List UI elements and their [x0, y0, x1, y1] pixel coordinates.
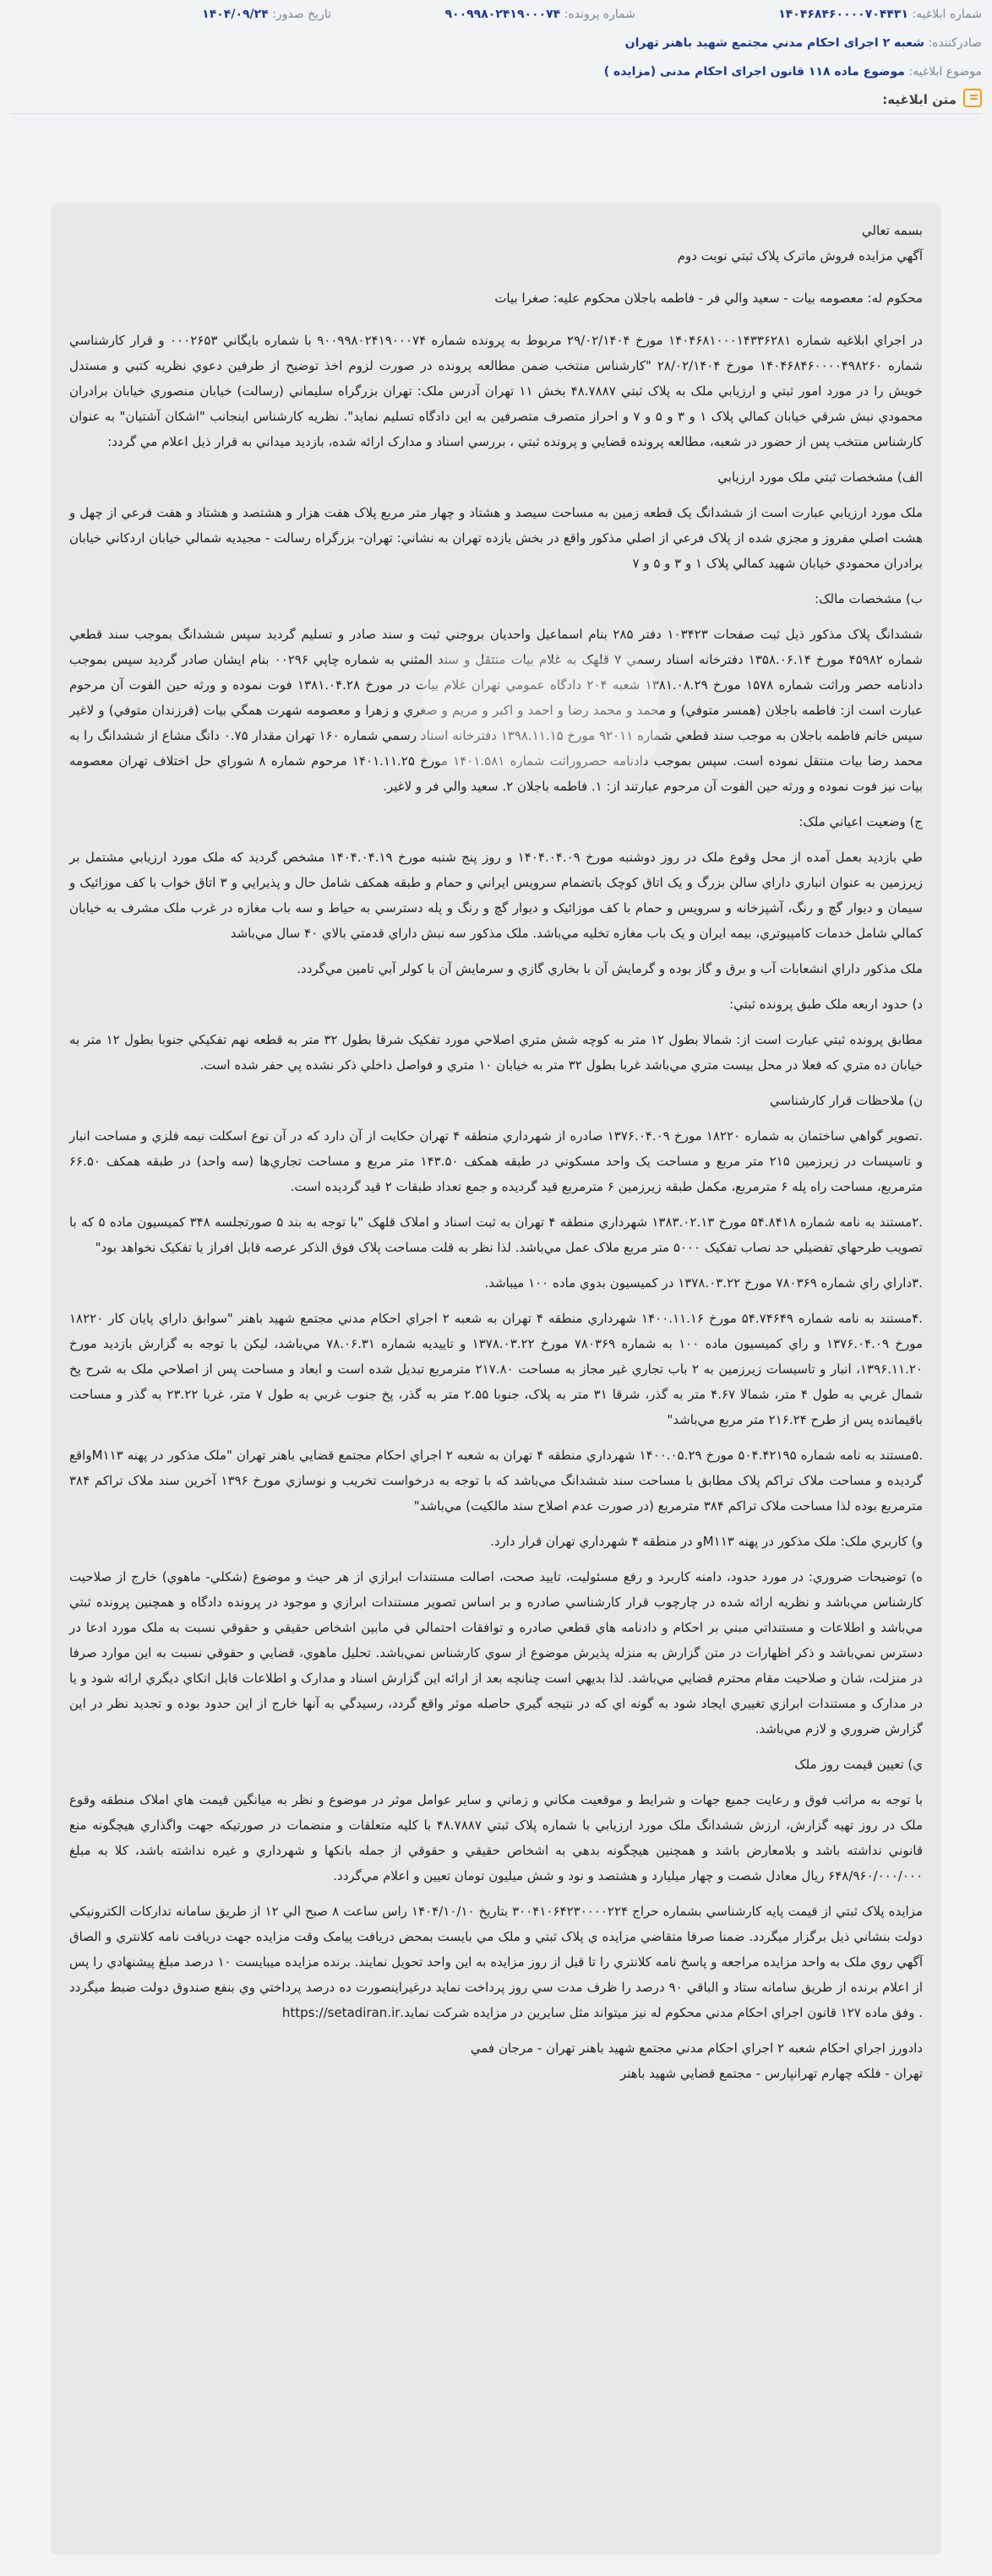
issue-date-label: تاریخ صدور:	[272, 8, 331, 21]
subject-row	[10, 62, 982, 81]
body-heading: ي) تعيين قيمت روز ملک	[794, 1757, 923, 1772]
subject-label: موضوع ابلاغیه:	[908, 65, 982, 79]
case-number-label: شماره پرونده:	[564, 8, 635, 21]
body-paragraph: .۲مستند به نامه شماره ۵۴.۸۴۱۸ مورخ ۱۳۸۳.۰۲.۱۳ شهرداري منطقه ۴ تهران به ثبت اسناد و املاک قلهک "با توجه به بند ۵ صورتجلسه ۳۴۸ کميسيون ماده ۵ که با تصويب طرحهاي تفضيلي حد نصاب تفکيک ۵۰۰۰ متر مربع ملاک عمل مي‌باشد. لذا نظر به قلت مساحت پلاک فوق الذکر عرصه قابل افراز يا تفکيک نخواهد بود"	[69, 1215, 924, 1255]
issue-date-value: ۱۴۰۴/۰۹/۲۴	[202, 8, 269, 21]
issuer-value: شعبه ۲ اجرای احکام مدني مجتمع شهید باهنر تهران	[624, 36, 924, 50]
issuer-label: صادرکننده:	[928, 36, 982, 50]
watermark-logo	[422, 659, 659, 769]
body-paragraph: ه) توضيحات ضروري: در مورد حدود، دامنه کاربرد و رفع مسئوليت، تاييد صحت، اصالت مستندات ابرازي از هر حيث و موضوع (شکلي- ماهوي) خارج از صلاحيت کارشناس مي‌باشد و نظريه ارائه شده در چارچوب قرار کارشناسي صادره و بر اساس تصوير مستندات ابرازي و موجود در پرونده دادگاه و همچنين پرونده ثبتي مي‌باشد و اطلاعات و مستنداتي مبني بر احکام و دادنامه هاي قطعي صادره و توافقات احتمالي في مابين اشخاص حقيقي و حقوقي نسبت به ملک مورد ادعا در دسترس نمي‌باشد و ذکر اظهارات در متن گزارش به منزله پذيرش موضوع از سوي کارشناس نمي‌باشد. تحليل ماهوي، قضايي و حقوقي نسبت به اين موارد صرفا در منزلت، شان و صلاحيت مقام محترم قضايي مي‌باشد. لذا بديهي است چنانچه بعد از ارائه اين گزارش اسناد و مدارک و اطلاعات قابل اتکاي ديگري ارائه شود و يا در مدارک و مستندات ابرازي تغييري ايجاد شود به گونه اي که در نتيجه گيري حاصله موثر واقع گردد، رسيدگي به آنها خارج از اين حدود بوده و تجديد نظر در اين گزارش ضروري و لازم مي‌باشد.	[69, 1569, 923, 1736]
body-paragraph: با توجه به مراتب فوق و رعايت جميع جهات و شرايط و موقعيت مکاني و زماني و ساير عوامل موثر در موضوع و نظر به ميانگين قيمت هاي املاک منطقه وقوع ملک در روز تهيه گزارش، ارزش ششدانگ ملک مورد ارزيابي با شماره پلاک ثبتي ۴۸.۷۸۸۷ با کليه متعلقات و منضمات در صورتيکه جهت واگذاري هيچگونه منع قانوني نداشته باشد و بلامعارض باشد و همچنين هيچگونه بدهي به اشخاص حقيقي و حقوقي از جمله بانکها و شهرداري و غيره نداشته باشد، کلا به مبلغ ۶۴۸/۹۶۰/۰۰۰/۰۰۰ ريال معادل شصت و چهار ميليارد و هشتصد و نود و شش ميليون تومان تعيين و اعلام مي‌گردد.	[69, 1792, 923, 1883]
document-icon	[963, 89, 982, 107]
body-signature: دادورز اجراي احکام شعبه ۲ اجراي احکام مدني مجتمع شهيد باهنر تهران - مرجان فمي	[470, 2041, 923, 2056]
body-title: آگهي مزايده فروش ماترک پلاک ثبتي نوبت دوم	[677, 248, 923, 264]
body-paragraph: ملک مذکور داراي انشعابات آب و برق و گاز بوده و گرمايش آن با بخاري گازي و سرمايش آن با کولر آبي تامين مي‌گردد.	[297, 961, 923, 976]
body-basmala: بسمه تعالي	[861, 223, 923, 238]
body-address: تهران - فلکه چهارم تهرانپارس - مجتمع قضايي شهيد باهنر	[619, 2066, 923, 2081]
body-heading: ب) مشخصات مالک:	[815, 591, 923, 606]
body-paragraph: در اجراي ابلاغيه شماره ۱۴۰۴۶۸۱۰۰۰۱۴۳۳۶۲۸۱ مورخ ۲۹/۰۲/۱۴۰۴ مربوط به پرونده شماره ۹۰۰۹۹۸۰۲۴۱۹۰۰۰۷۴ با شماره بايگاني ۰۰۰۲۶۵۳ و قرار کارشناسي شماره ۱۴۰۴۶۸۴۶۰۰۰۰۴۹۸۲۶۰ مورخ ۲۸/۰۲/۱۴۰۴ "کارشناس منتخب ضمن مطالعه پرونده در صورت لزوم اخذ توضيح از طرفين دعوي نظريه کتبي و مستدل خويش را در مورد امور ثبتي و ارزيابي ملک به پلاک ثبتي ۴۸.۷۸۸۷ بخش ۱۱ تهران آدرس ملک: تهران بزرگراه سليماني (رسالت) خيابان منصوري خيابان برادران محمودي نبش شرقي خيابان کمالي پلاک ۱ و ۳ و ۵ و ۷ و احراز متصرف متصرفين به اين دادگاه تسليم نمايد". نظريه کارشناس اينجانب "اشکان آشتيان" به عنوان کارشناس منتخب پس از حضور در شعبه، مطالعه پرونده قضايي و پرونده ثبتي ، بررسي اسناد و مدارک ارائه شده، بازديد ميداني به قرار ذيل اعلام مي گردد:	[69, 333, 924, 449]
body-paragraph: ملک مورد ارزيابي عبارت است از ششدانگ يک قطعه زمين به مساحت سيصد و هشتاد و چهار متر مربع پلاک هفت هزار و هشتصد و هشتاد و هفت فرعي از چهل و هشت اصلي مفروز و مجزي شده از پلاک فرعي از اصلي مذکور واقع در بخش يازده تهران به نشاني: تهران- بزرگراه رسالت - مجيديه شمالي خيابان اردکاني خيابان برادران محمودي خيابان شهيد کمالي پلاک ۱ و ۳ و ۵ و ۷	[69, 505, 923, 571]
body-heading: الف) مشخصات ثبتي ملک مورد ارزيابي	[717, 470, 923, 485]
notice-body	[51, 203, 941, 2555]
body-heading: ن) ملاحظات قرار کارشناسي	[770, 1093, 923, 1108]
notice-number-value: ۱۴۰۴۶۸۴۶۰۰۰۰۷۰۴۴۳۱	[778, 8, 908, 21]
notice-meta-row	[10, 5, 982, 24]
body-paragraph: .۳داراي راي شماره ۷۸۰۳۶۹ مورخ ۱۳۷۸.۰۳.۲۲ در کميسيون بدوي ماده ۱۰۰ ميباشد.	[484, 1275, 923, 1291]
notice-number	[778, 5, 982, 24]
subject-value: موضوع ماده ۱۱۸ قانون اجرای احکام مدنی (مزایده )	[603, 65, 905, 79]
body-paragraph: طي بازديد بعمل آمده از محل وقوع ملک در روز دوشنبه مورخ ۱۴۰۴.۰۴.۰۹ و روز پنج شنبه مورخ ۱۴۰۴.۰۴.۱۹ مشخص گرديد که ملک مورد ارزيابي مشتمل بر زيرزمين به عنوان انباري داراي سالن بزرگ و يک اتاق کوچک باتضمام سرويس ايراني و حمام و طبقه همکف شامل حال و پذيرايي و ۳ اتاق خواب با کف موزائيک و سيمان و ديوار گچ و رنگ، آشپزخانه و سرويس و حمام با کف موزائيک و ديوار گچ و رنگ و پله دسترسي به حياط و سه باب مغازه در غرب ملک مشرف به خيابان کمالي شامل خدمات کامپيوتري، بيمه ايران و يک باب مغازه تخليه مي‌باشد. ملک مذکور سه نبش داراي قدمتي بالاي ۴۰ سال مي‌باشد	[69, 850, 924, 941]
body-heading: د) حدود اربعه ملک طبق پرونده ثبتي:	[729, 997, 923, 1012]
body-paragraph: مزايده پلاک ثبتي از قيمت پايه کارشناسي بشماره حراج ۳۰۰۴۱۰۶۴۲۳۰۰۰۰۲۲۴ بتاريخ ۱۴۰۴/۱۰/۱۰ راس ساعت ۸ صبح الي ۱۲ از طريق سامانه تدارکات الکترونيکي دولت بنشاني ذيل برگزار ميگردد. ضمنا صرفا متقاضي مزايده ي پلاک ثبتي و ملک مي بايست بمحض دريافت پيامک وقت مزايده جهت دريافت نامه کلانتري و الصاق آگهي روي ملک به واحد مزايده مراجعه و پاسخ نامه کلانتري را تا قبل از روز مزايده به اين واحد تحويل نمايند. برنده مزايده ميبايست ۱۰ درصد مبلغ پيشنهادي را پس از اعلام برنده از طريق سامانه ستاد و الباقي ۹۰ درصد را ظرف مدت سي روز پرداخت نمايد درغيراينصورت ده درصد پرداختي وي بنفع صندوق دولت ضبط ميگردد . وفق ماده ۱۲۷ قانون اجراي احکام مدني محکوم له نيز ميتواند مثل سايرين در مزايده شرکت نمايد.https://setadiran.ir	[69, 1904, 923, 2020]
body-paragraph: .۴مستند به نامه شماره ۵۴.۷۴۶۴۹ مورخ ۱۴۰۰.۱۱.۱۶ شهرداري منطقه ۴ تهران به شعبه ۲ اجراي احکام مدني مجتمع شهيد باهنر "سوابق داراي پايان کار ۱۸۲۲۰ مورخ ۱۳۷۶.۰۴.۰۹ و راي کميسيون ماده ۱۰۰ به شماره ۷۸۰۳۶۹ مورخ ۱۳۷۸.۰۳.۲۲ و تاييديه شماره ۷۸.۰۶.۳۱ مي‌باشد، ليکن با توجه به گزارش بازديد مورخ ۱۳۹۶.۱۱.۲۰، انبار و تاسيسات زيرزمين به ۲ باب تجاري غير مجاز به مساحت ۲۱۷.۸۰ مترمربع تبديل شده است و ابعاد و مساحت پس از اصلاحي ملک به شرح پخ شمال غربي به طول ۴ متر، شمالا ۴.۶۷ متر به گذر، شرقا ۳۱ متر به پلاک، جنوبا ۲.۵۵ متر به گذر، پخ جنوب غربي به طول ۷ متر، غربا ۲۳.۲۲ به گذر و مساحت باقيمانده پس از طرح ۲۱۶.۲۴ متر مربع مي‌باشد"	[69, 1311, 924, 1427]
body-paragraph: مطابق پرونده ثبتي عبارت است از: شمالا بطول ۱۲ متر به کوچه شش متري اصلاحي مورد تفکيک شرقا بطول ۳۲ متر به قطعه نهم تفکيکي جنوبا بطول ۱۲ متر به خيابان ده متري که فعلا در محل بيست متري مي‌باشد غربا بطول ۳۲ متر به خيابان ۱۰ متري و فواصل داخلي ذکر نشده پي حفر شده است.	[69, 1032, 924, 1073]
issuer-row	[10, 34, 982, 52]
section-divider	[10, 113, 982, 114]
section-title-text: متن ابلاغیه:	[882, 92, 957, 107]
case-number	[445, 5, 636, 24]
body-paragraph: .۵مستند به نامه شماره ۵۰۴.۴۲۱۹۵ مورخ ۱۴۰۰.۰۵.۲۹ شهرداري منطقه ۴ تهران به شعبه ۲ اجراي احکام مجتمع قضايي باهنر تهران "ملک مذکور در پهنه M۱۱۳واقع گرديده و مساحت ملاک تراکم پلاک مطابق با مساحت سند ششدانگ مي‌باشد که با توجه به درخواست تخريب و نوسازي مورخ ۱۳۹۶ آخرين سند ملاک تراکم ۳۸۴ مترمربع بوده لذا مساحت ملاک تراکم ۳۸۴ مترمربع (در صورت عدم اصلاح سند مالکيت) مي‌باشد"	[69, 1448, 924, 1514]
body-parties: محکوم له: معصومه بيات - سعيد والي فر - فاطمه باجلان محکوم عليه: صغرا بيات	[494, 291, 923, 306]
body-paragraph: ششدانگ پلاک مذکور ذيل ثبت صفحات ۱۰۳۴۲۳ دفتر ۲۸۵ بنام اسماعيل واحديان بروجني ثبت و سند صادر و تسليم گرديد سپس ششدانگ بموجب سند قطعي شماره ۴۵۹۸۲ مورخ ۱۳۵۸.۰۶.۱۴ دفترخانه اسناد رسمي ۷ قلهک به غلام بيات منتقل و سند المثني به شماره چاپي ۰۰۲۹۶ بنام ايشان صادر گرديد سپس بموجب دادنامه حصر وراثت شماره ۱۵۷۸ مورخ ۱۳۸۱.۰۸.۲۹ شعبه ۲۰۴ دادگاه عمومي تهران غلام بيات در مورخ ۱۳۸۱.۰۴.۲۸ فوت نموده و ورثه حين الفوت آن مرحوم عبارت است از: فاطمه باجلان (همسر متوفي) و محمد و محمد رضا و احمد و اکبر و مريم و صغري و زهرا و معصومه شهرت همگي بيات (فرزندان متوفي) و لاغير سپس خانم فاطمه باجلان به موجب سند قطعي شماره ۹۲۰۱۱ مورخ ۱۳۹۸.۱۱.۱۵ دفترخانه اسناد رسمي شماره ۱۶۰ تهران مقدار ۰.۷۵ دانگ مشاع از ششدانگ را به محمد رضا بيات منتقل نموده است. سپس بموجب دادنامه حصروراثت شماره ۱۴۰۱.۵۸۱ مورخ ۱۴۰۱.۱۱.۲۵ مرحوم شماره ۸ شوراي حل اختلاف تهران معصومه بيات نيز فوت نموده و ورثه حين الفوت آن مرحوم عبارتند از: ۱. فاطمه باجلان ۲. سعيد والي فر و لاغير.	[69, 627, 924, 794]
case-number-value: ۹۰۰۹۹۸۰۲۴۱۹۰۰۰۷۴	[444, 8, 561, 21]
section-title	[882, 89, 982, 111]
issue-date	[202, 5, 331, 24]
notice-number-label: شماره ابلاغیه:	[912, 8, 982, 21]
body-heading: ج) وضعيت اعياني ملک:	[799, 814, 923, 829]
body-paragraph: .تصوير گواهي ساختمان به شماره ۱۸۲۲۰ مورخ ۱۳۷۶.۰۴.۰۹ صادره از شهرداري منطقه ۴ تهران حکايت از آن دارد که در آن نوع اسکلت نيمه فلزي و مساحت انبار و تاسيسات در زيرزمين ۲۱۵ متر مربع و مساحت يک واحد مسکوني در طبقه همکف ۱۴۳.۵۰ متر مربع و مساحت تجاري‌ها (سه واحد) در طبقه همکف ۶۶.۵۰ مترمربع، مساحت راه پله ۶ مترمربع، مکمل طبقه زيرزمين ۶ مترمربع قيد گرديده و جمع تعداد طبقات ۲ قيد گرديده است.	[69, 1128, 923, 1194]
body-paragraph: و) کاربري ملک: ملک مذکور در پهنه M۱۱۳و در منطقه ۴ شهرداري تهران قرار دارد.	[490, 1534, 923, 1549]
